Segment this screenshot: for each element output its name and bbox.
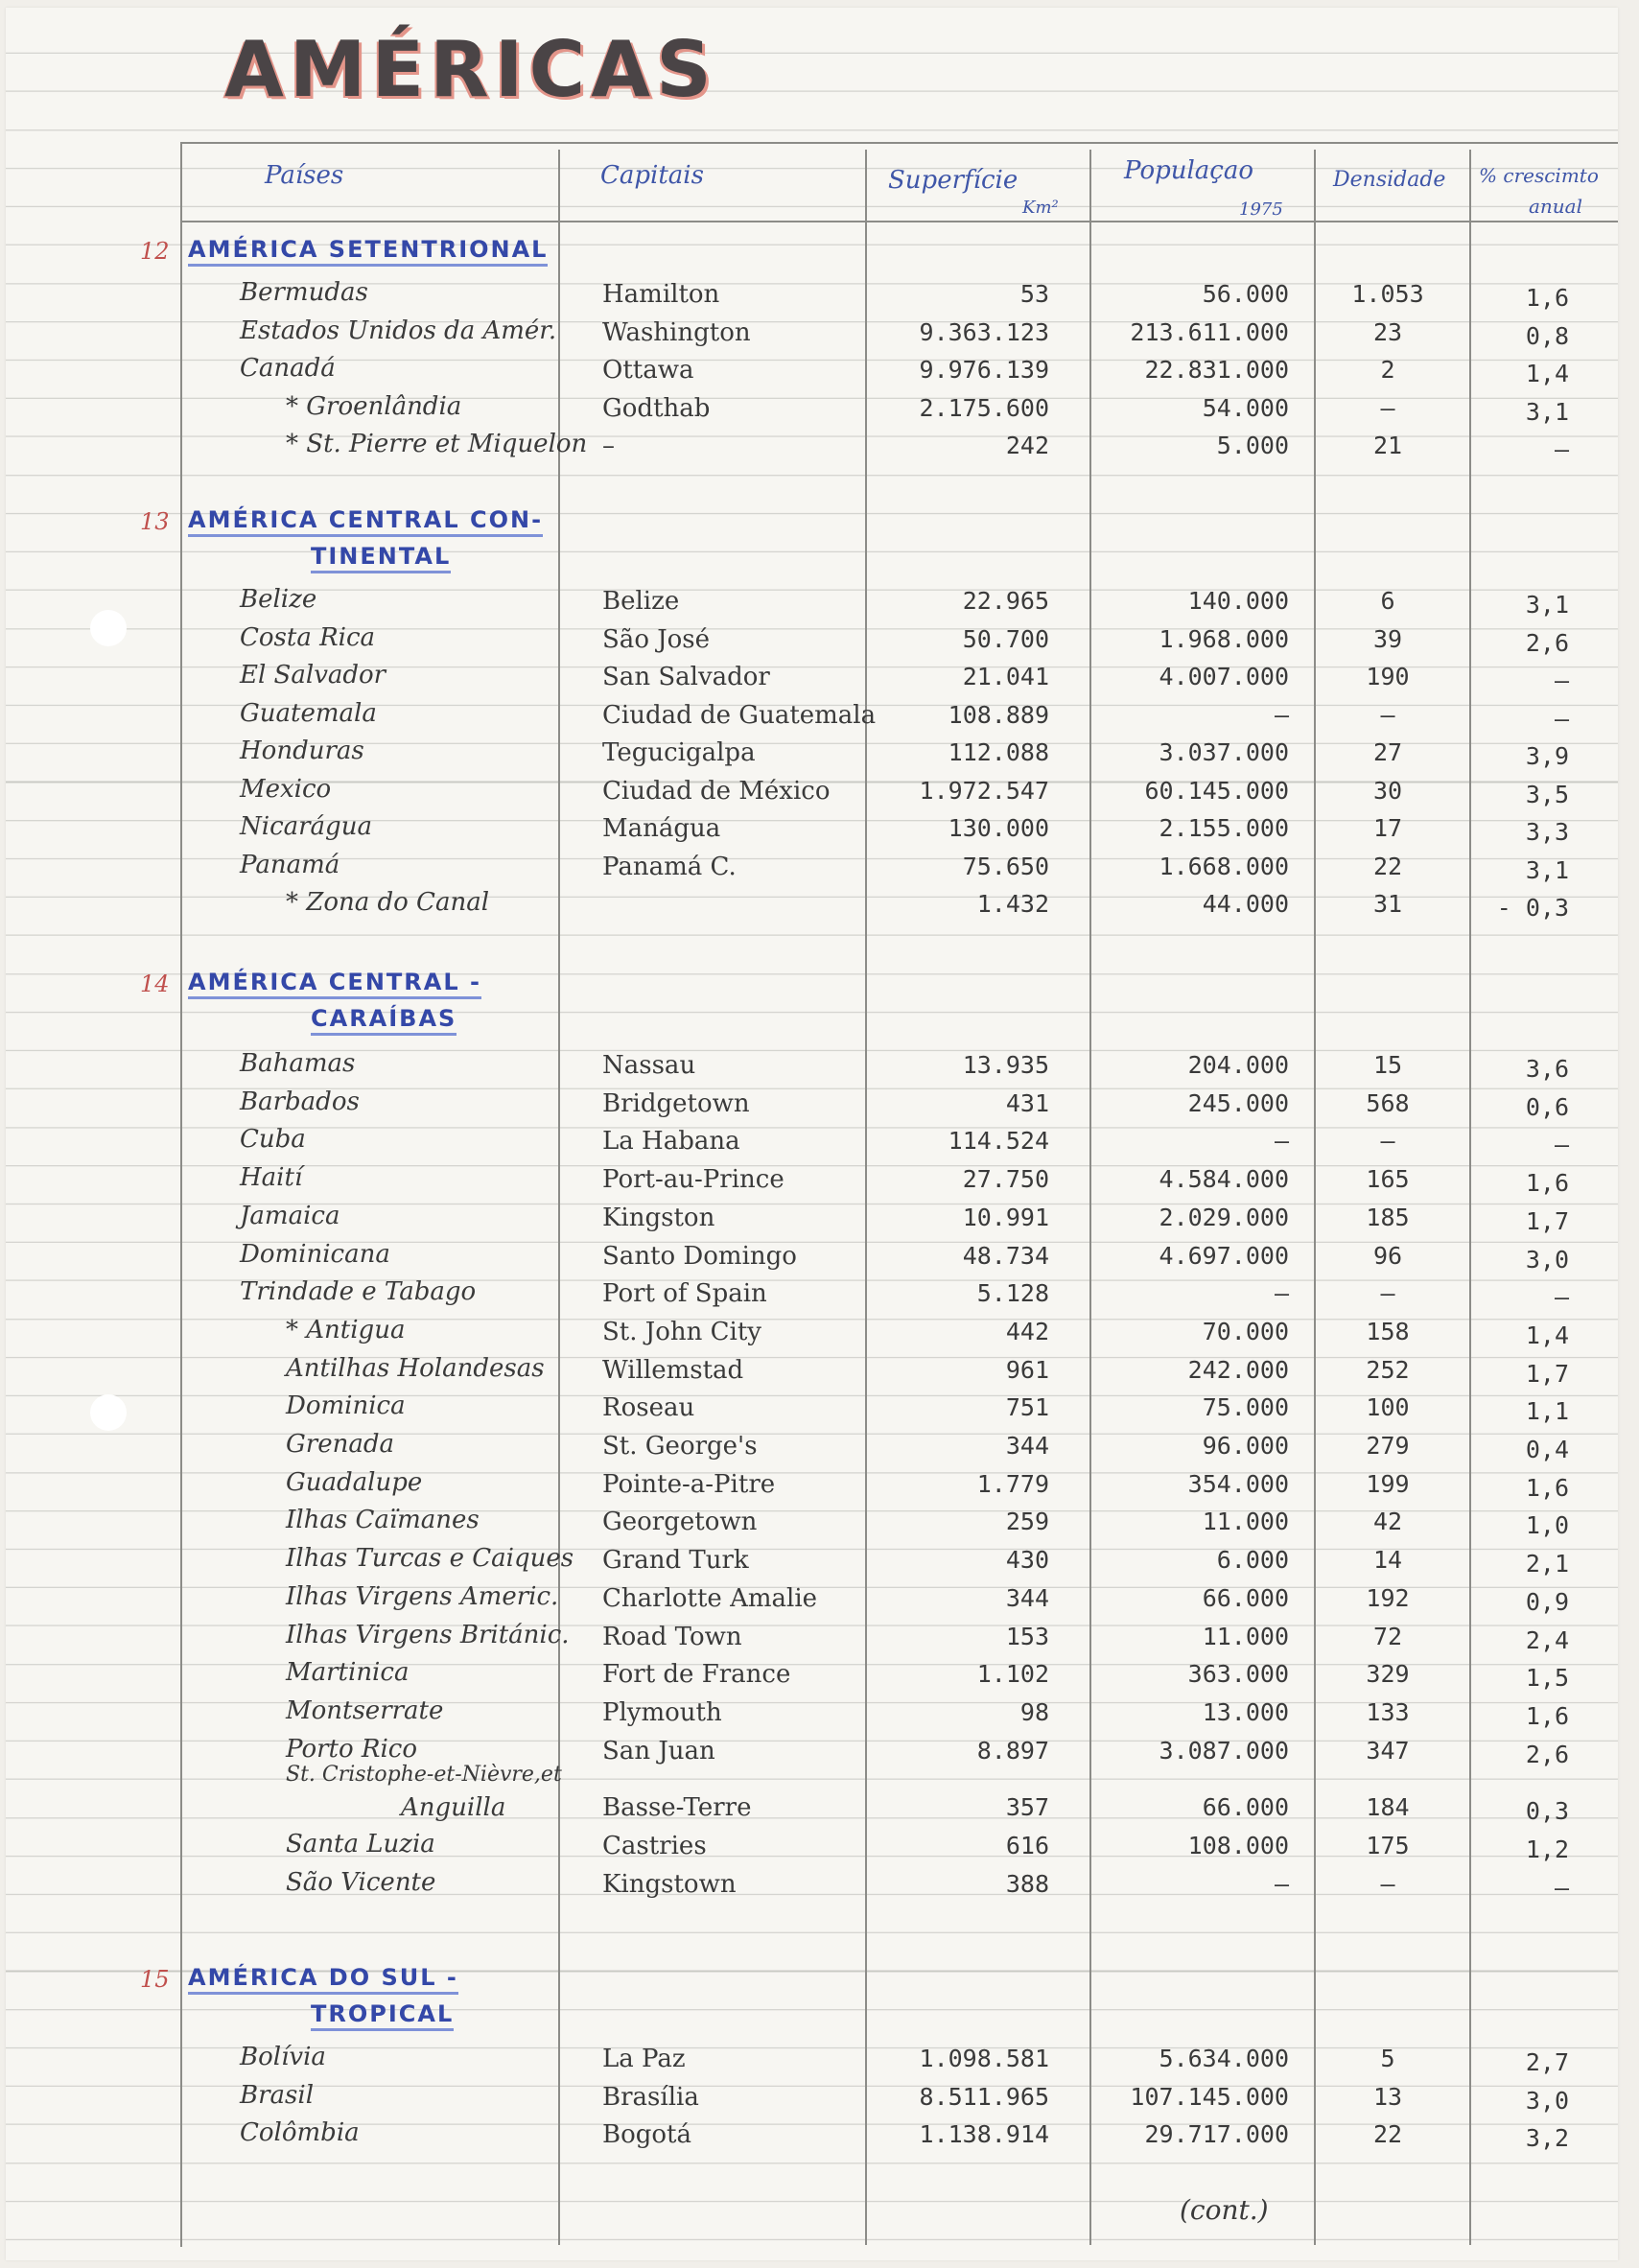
area-value: 8.897 — [976, 1736, 1049, 1765]
growth-value: 1,4 — [1525, 1321, 1569, 1349]
population-value: – — [1274, 700, 1289, 729]
growth-value: 0,6 — [1525, 1092, 1569, 1121]
population-value: 56.000 — [1202, 280, 1289, 308]
capital-name: Brasília — [602, 2082, 699, 2112]
density-value: 30 — [1372, 776, 1403, 805]
density-value: 17 — [1372, 814, 1403, 842]
capital-name: Kingston — [602, 1203, 715, 1232]
capital-name: Port of Spain — [602, 1279, 767, 1309]
population-value: 2.155.000 — [1159, 814, 1289, 842]
area-value: 431 — [1005, 1088, 1049, 1117]
density-value: 39 — [1372, 624, 1403, 653]
area-value: 442 — [1005, 1317, 1049, 1345]
growth-value: 3,2 — [1525, 2124, 1569, 2152]
density-value: – — [1380, 1279, 1395, 1308]
header-populacao: Populaçao — [1124, 156, 1254, 185]
country-name: * Groenlândia — [286, 391, 462, 421]
section-number: 14 — [140, 970, 170, 997]
area-value: 50.700 — [962, 624, 1049, 653]
density-value: 100 — [1366, 1393, 1410, 1422]
capital-name: Santo Domingo — [602, 1241, 797, 1271]
density-value: 175 — [1366, 1832, 1410, 1859]
population-value: 11.000 — [1202, 1508, 1289, 1536]
section-title: TROPICAL — [311, 2000, 454, 2031]
population-value: 204.000 — [1187, 1051, 1289, 1079]
country-name: Trindade e Tabago — [240, 1277, 477, 1307]
country-name: Nicarágua — [240, 812, 372, 841]
population-value: – — [1274, 1127, 1289, 1156]
section-number: 15 — [140, 1966, 170, 1993]
density-value: – — [1380, 1869, 1395, 1898]
population-value: 44.000 — [1202, 890, 1289, 918]
population-value: 4.697.000 — [1159, 1241, 1289, 1270]
section-title: TINENTAL — [311, 543, 451, 573]
capital-name: Manágua — [602, 814, 721, 843]
growth-value: 0,8 — [1525, 321, 1569, 350]
growth-value: 1,7 — [1525, 1206, 1569, 1235]
capital-name: Belize — [602, 587, 680, 616]
section-title: CARAÍBAS — [311, 1005, 457, 1036]
density-value: – — [1380, 393, 1395, 422]
capital-name: Panamá C. — [602, 852, 737, 881]
area-value: 10.991 — [962, 1203, 1049, 1231]
country-name: Panamá — [240, 850, 340, 879]
header-populacao-year: 1975 — [1239, 199, 1283, 220]
area-value: 2.175.600 — [919, 393, 1049, 422]
area-value: 8.511.965 — [919, 2082, 1049, 2111]
density-value: 252 — [1366, 1355, 1410, 1384]
capital-name: Ciudad de Guatemala — [602, 700, 877, 730]
growth-value: 2,6 — [1525, 1740, 1569, 1768]
density-value: 165 — [1366, 1165, 1410, 1194]
country-name: Canadá — [240, 354, 336, 383]
density-value: 568 — [1366, 1088, 1410, 1117]
area-value: 75.650 — [962, 852, 1049, 880]
growth-value: 1,5 — [1525, 1664, 1569, 1693]
population-value: 96.000 — [1202, 1432, 1289, 1460]
header-crescimento: % crescimto — [1479, 164, 1599, 187]
capital-name: Basse-Terre — [602, 1793, 752, 1823]
density-value: 13 — [1372, 2082, 1403, 2111]
country-name: Ilhas Virgens Americ. — [286, 1581, 559, 1611]
country-name: Dominicana — [240, 1239, 390, 1269]
density-value: 31 — [1372, 890, 1403, 918]
area-value: 388 — [1005, 1869, 1049, 1898]
population-value: 108.000 — [1187, 1832, 1289, 1859]
capital-name: Plymouth — [602, 1697, 722, 1727]
column-divider — [1314, 150, 1316, 2245]
country-name: El Salvador — [240, 661, 386, 690]
population-value: 2.029.000 — [1159, 1203, 1289, 1231]
capital-name: San Juan — [602, 1736, 715, 1765]
density-value: 158 — [1366, 1317, 1410, 1345]
growth-value: 1,4 — [1525, 360, 1569, 387]
population-value: 54.000 — [1202, 393, 1289, 422]
population-value: 3.037.000 — [1159, 738, 1289, 766]
capital-name: São José — [602, 624, 711, 654]
punch-hole — [90, 610, 127, 646]
capital-name: St. John City — [602, 1317, 761, 1346]
area-value: 1.138.914 — [919, 2120, 1049, 2148]
country-name: * Zona do Canal — [286, 888, 490, 917]
density-value: – — [1380, 1127, 1395, 1156]
density-value: 27 — [1372, 738, 1403, 766]
country-name: Anguilla — [401, 1793, 506, 1823]
country-name: Ilhas Caïmanes — [286, 1506, 480, 1535]
area-value: 1.098.581 — [919, 2045, 1049, 2072]
country-name: Martinica — [286, 1658, 410, 1688]
area-value: 13.935 — [962, 1051, 1049, 1079]
capital-name: Nassau — [602, 1051, 696, 1080]
density-value: 347 — [1366, 1736, 1410, 1765]
country-name: Colômbia — [240, 2118, 360, 2147]
country-name: Belize — [240, 585, 317, 614]
population-value: 363.000 — [1187, 1660, 1289, 1689]
country-name: Mexico — [240, 774, 332, 804]
population-value: 354.000 — [1187, 1469, 1289, 1498]
area-value: 53 — [1019, 280, 1049, 308]
density-value: 184 — [1366, 1793, 1410, 1822]
header-crescimento-sub: anual — [1529, 195, 1583, 218]
country-name: Haití — [240, 1163, 303, 1193]
country-name: Guadalupe — [286, 1467, 423, 1497]
area-value: 112.088 — [948, 738, 1049, 766]
country-name: Santa Luzia — [286, 1830, 435, 1859]
capital-name: Roseau — [602, 1393, 695, 1423]
growth-value: – — [1554, 1873, 1569, 1902]
density-value: 15 — [1372, 1051, 1403, 1079]
country-name: Antilhas Holandesas — [286, 1353, 545, 1383]
margin-rule — [180, 142, 182, 2247]
capital-name: La Paz — [602, 2045, 686, 2073]
country-name: Estados Unidos da Amér. — [240, 316, 557, 345]
country-name: * Antigua — [286, 1315, 406, 1344]
population-value: 3.087.000 — [1159, 1736, 1289, 1765]
capital-name: Washington — [602, 317, 751, 347]
density-value: 6 — [1380, 587, 1395, 615]
growth-value: 1,2 — [1525, 1835, 1569, 1863]
capital-name: Ciudad de México — [602, 776, 831, 806]
growth-value: 1,0 — [1525, 1511, 1569, 1540]
area-value: 22.965 — [962, 587, 1049, 615]
area-value: 1.779 — [976, 1469, 1049, 1498]
growth-value: – — [1554, 1131, 1569, 1159]
capital-name: Charlotte Amalie — [602, 1583, 818, 1613]
growth-value: 3,9 — [1525, 742, 1569, 770]
country-name: Costa Rica — [240, 622, 376, 652]
area-value: 48.734 — [962, 1241, 1049, 1270]
density-value: 72 — [1372, 1622, 1403, 1650]
capital-name: Port-au-Prince — [602, 1165, 784, 1195]
growth-value: 1,6 — [1525, 1169, 1569, 1198]
country-name: St. Cristophe-et-Nièvre,et — [286, 1763, 562, 1788]
population-value: 70.000 — [1202, 1317, 1289, 1345]
area-value: 27.750 — [962, 1165, 1049, 1194]
country-name: Barbados — [240, 1087, 360, 1116]
punch-hole — [90, 1394, 127, 1431]
page-title: AMÉRICAS — [224, 25, 717, 114]
density-value: 21 — [1372, 432, 1403, 459]
capital-name: San Salvador — [602, 663, 770, 691]
country-name: Bermudas — [240, 278, 368, 307]
area-value: 1.102 — [976, 1660, 1049, 1689]
capital-name: Georgetown — [602, 1508, 758, 1537]
growth-value: 0,3 — [1525, 1797, 1569, 1826]
country-name: Jamaica — [240, 1201, 340, 1230]
growth-value: – — [1554, 666, 1569, 694]
country-name: Brasil — [240, 2080, 315, 2110]
section-title: AMÉRICA CENTRAL - — [188, 969, 481, 999]
population-value: 213.611.000 — [1130, 317, 1289, 346]
capital-name: Pointe-a-Pitre — [602, 1469, 776, 1499]
density-value: 14 — [1372, 1546, 1403, 1575]
density-value: 42 — [1372, 1508, 1403, 1536]
population-value: – — [1274, 1869, 1289, 1898]
area-value: 5.128 — [976, 1279, 1049, 1308]
capital-name: Bridgetown — [602, 1088, 750, 1118]
area-value: 751 — [1005, 1393, 1049, 1422]
growth-value: 3,0 — [1525, 1245, 1569, 1274]
area-value: 616 — [1005, 1832, 1049, 1859]
country-name: Honduras — [240, 737, 364, 765]
population-value: 242.000 — [1187, 1355, 1289, 1384]
population-value: 29.717.000 — [1144, 2120, 1289, 2148]
density-value: 192 — [1366, 1583, 1410, 1612]
population-value: 4.584.000 — [1159, 1165, 1289, 1194]
growth-value: 2,4 — [1525, 1625, 1569, 1654]
capital-name: Road Town — [602, 1622, 742, 1651]
capital-name: Castries — [602, 1832, 707, 1860]
area-value: 344 — [1005, 1583, 1049, 1612]
growth-value: – — [1554, 1283, 1569, 1312]
growth-value: 3,1 — [1525, 855, 1569, 884]
country-name: Bahamas — [240, 1049, 356, 1078]
growth-value: 1,6 — [1525, 284, 1569, 312]
growth-value: 1,6 — [1525, 1701, 1569, 1730]
population-value: 6.000 — [1216, 1546, 1289, 1575]
area-value: 344 — [1005, 1432, 1049, 1460]
country-name: Cuba — [240, 1125, 306, 1155]
growth-value: 3,6 — [1525, 1055, 1569, 1083]
density-value: – — [1380, 700, 1395, 729]
country-name: Montserrate — [286, 1695, 444, 1725]
population-value: 1.968.000 — [1159, 624, 1289, 653]
capital-name: Fort de France — [602, 1660, 791, 1690]
header-bottom-rule — [180, 221, 1618, 222]
country-name: Grenada — [286, 1430, 394, 1459]
growth-value: 2,7 — [1525, 2048, 1569, 2076]
country-name: Ilhas Virgens Británic. — [286, 1620, 570, 1649]
density-value: 22 — [1372, 852, 1403, 880]
density-value: 2 — [1380, 356, 1395, 384]
growth-value: - 0,3 — [1496, 894, 1569, 922]
population-value: 107.145.000 — [1130, 2082, 1289, 2111]
capital-name: Grand Turk — [602, 1546, 749, 1576]
ledger-sheet — [6, 8, 1618, 2260]
population-value: 5.000 — [1216, 432, 1289, 459]
capital-name: Willemstad — [602, 1355, 744, 1385]
area-value: 259 — [1005, 1508, 1049, 1536]
header-superficie-unit: Km² — [1022, 198, 1059, 218]
header-paises: Países — [265, 161, 344, 190]
capital-name: St. George's — [602, 1432, 758, 1461]
capital-name: Hamilton — [602, 280, 720, 309]
density-value: 133 — [1366, 1697, 1410, 1726]
density-value: 190 — [1366, 663, 1410, 690]
header-top-rule — [180, 142, 1618, 144]
continued-note: (cont.) — [1180, 2194, 1269, 2226]
column-divider — [1469, 150, 1471, 2245]
population-value: 4.007.000 — [1159, 663, 1289, 690]
growth-value: – — [1554, 435, 1569, 463]
density-value: 96 — [1372, 1241, 1403, 1270]
column-divider — [1089, 150, 1091, 2245]
section-title: AMÉRICA SETENTRIONAL — [188, 236, 548, 267]
country-name: Porto Rico — [286, 1734, 417, 1764]
density-value: 329 — [1366, 1660, 1410, 1689]
population-value: 140.000 — [1187, 587, 1289, 615]
growth-value: 0,9 — [1525, 1587, 1569, 1616]
population-value: – — [1274, 1279, 1289, 1308]
area-value: 114.524 — [948, 1127, 1049, 1156]
section-number: 12 — [140, 238, 170, 265]
population-value: 11.000 — [1202, 1622, 1289, 1650]
capital-name: – — [602, 432, 615, 460]
population-value: 245.000 — [1187, 1088, 1289, 1117]
area-value: 9.363.123 — [919, 317, 1049, 346]
country-name: São Vicente — [286, 1867, 436, 1897]
area-value: 9.976.139 — [919, 356, 1049, 384]
growth-value: 1,1 — [1525, 1397, 1569, 1426]
area-value: 108.889 — [948, 700, 1049, 729]
population-value: 13.000 — [1202, 1697, 1289, 1726]
area-value: 21.041 — [962, 663, 1049, 690]
capital-name: Godthab — [602, 393, 711, 423]
density-value: 23 — [1372, 317, 1403, 346]
area-value: 357 — [1005, 1793, 1049, 1822]
growth-value: 2,6 — [1525, 628, 1569, 657]
population-value: 1.668.000 — [1159, 852, 1289, 880]
header-densidade: Densidade — [1333, 168, 1446, 192]
area-value: 961 — [1005, 1355, 1049, 1384]
country-name: Ilhas Turcas e Caiques — [286, 1544, 574, 1574]
population-value: 66.000 — [1202, 1583, 1289, 1612]
growth-value: 3,1 — [1525, 591, 1569, 619]
growth-value: 3,0 — [1525, 2086, 1569, 2115]
capital-name: Tegucigalpa — [602, 738, 756, 767]
country-name: Dominica — [286, 1391, 406, 1421]
section-title: AMÉRICA CENTRAL CON- — [188, 506, 543, 537]
growth-value: 2,1 — [1525, 1550, 1569, 1578]
header-capitais: Capitais — [600, 161, 704, 190]
population-value: 22.831.000 — [1144, 356, 1289, 384]
growth-value: 3,3 — [1525, 818, 1569, 846]
population-value: 66.000 — [1202, 1793, 1289, 1822]
growth-value: 1,7 — [1525, 1359, 1569, 1388]
section-number: 13 — [140, 508, 170, 535]
growth-value: 3,1 — [1525, 397, 1569, 426]
density-value: 1.053 — [1351, 280, 1424, 308]
area-value: 1.972.547 — [919, 776, 1049, 805]
population-value: 5.634.000 — [1159, 2045, 1289, 2072]
country-name: Guatemala — [240, 698, 377, 728]
area-value: 98 — [1019, 1697, 1049, 1726]
country-name: Bolívia — [240, 2043, 326, 2071]
growth-value: 3,5 — [1525, 780, 1569, 808]
area-value: 242 — [1005, 432, 1049, 459]
header-superficie: Superfície — [888, 166, 1019, 195]
capital-name: Ottawa — [602, 356, 694, 385]
density-value: 5 — [1380, 2045, 1395, 2072]
area-value: 430 — [1005, 1546, 1049, 1575]
density-value: 199 — [1366, 1469, 1410, 1498]
area-value: 130.000 — [948, 814, 1049, 842]
country-name: * St. Pierre et Miquelon — [286, 430, 588, 458]
column-divider — [558, 150, 560, 2245]
growth-value: – — [1554, 704, 1569, 733]
capital-name: Bogotá — [602, 2120, 692, 2149]
capital-name: La Habana — [602, 1127, 740, 1157]
density-value: 22 — [1372, 2120, 1403, 2148]
population-value: 60.145.000 — [1144, 776, 1289, 805]
population-value: 75.000 — [1202, 1393, 1289, 1422]
capital-name: Kingstown — [602, 1869, 737, 1899]
column-divider — [865, 150, 867, 2245]
growth-value: 1,6 — [1525, 1473, 1569, 1502]
section-title: AMÉRICA DO SUL - — [188, 1964, 458, 1995]
density-value: 279 — [1366, 1432, 1410, 1460]
growth-value: 0,4 — [1525, 1436, 1569, 1463]
area-value: 153 — [1005, 1622, 1049, 1650]
density-value: 185 — [1366, 1203, 1410, 1231]
area-value: 1.432 — [976, 890, 1049, 918]
